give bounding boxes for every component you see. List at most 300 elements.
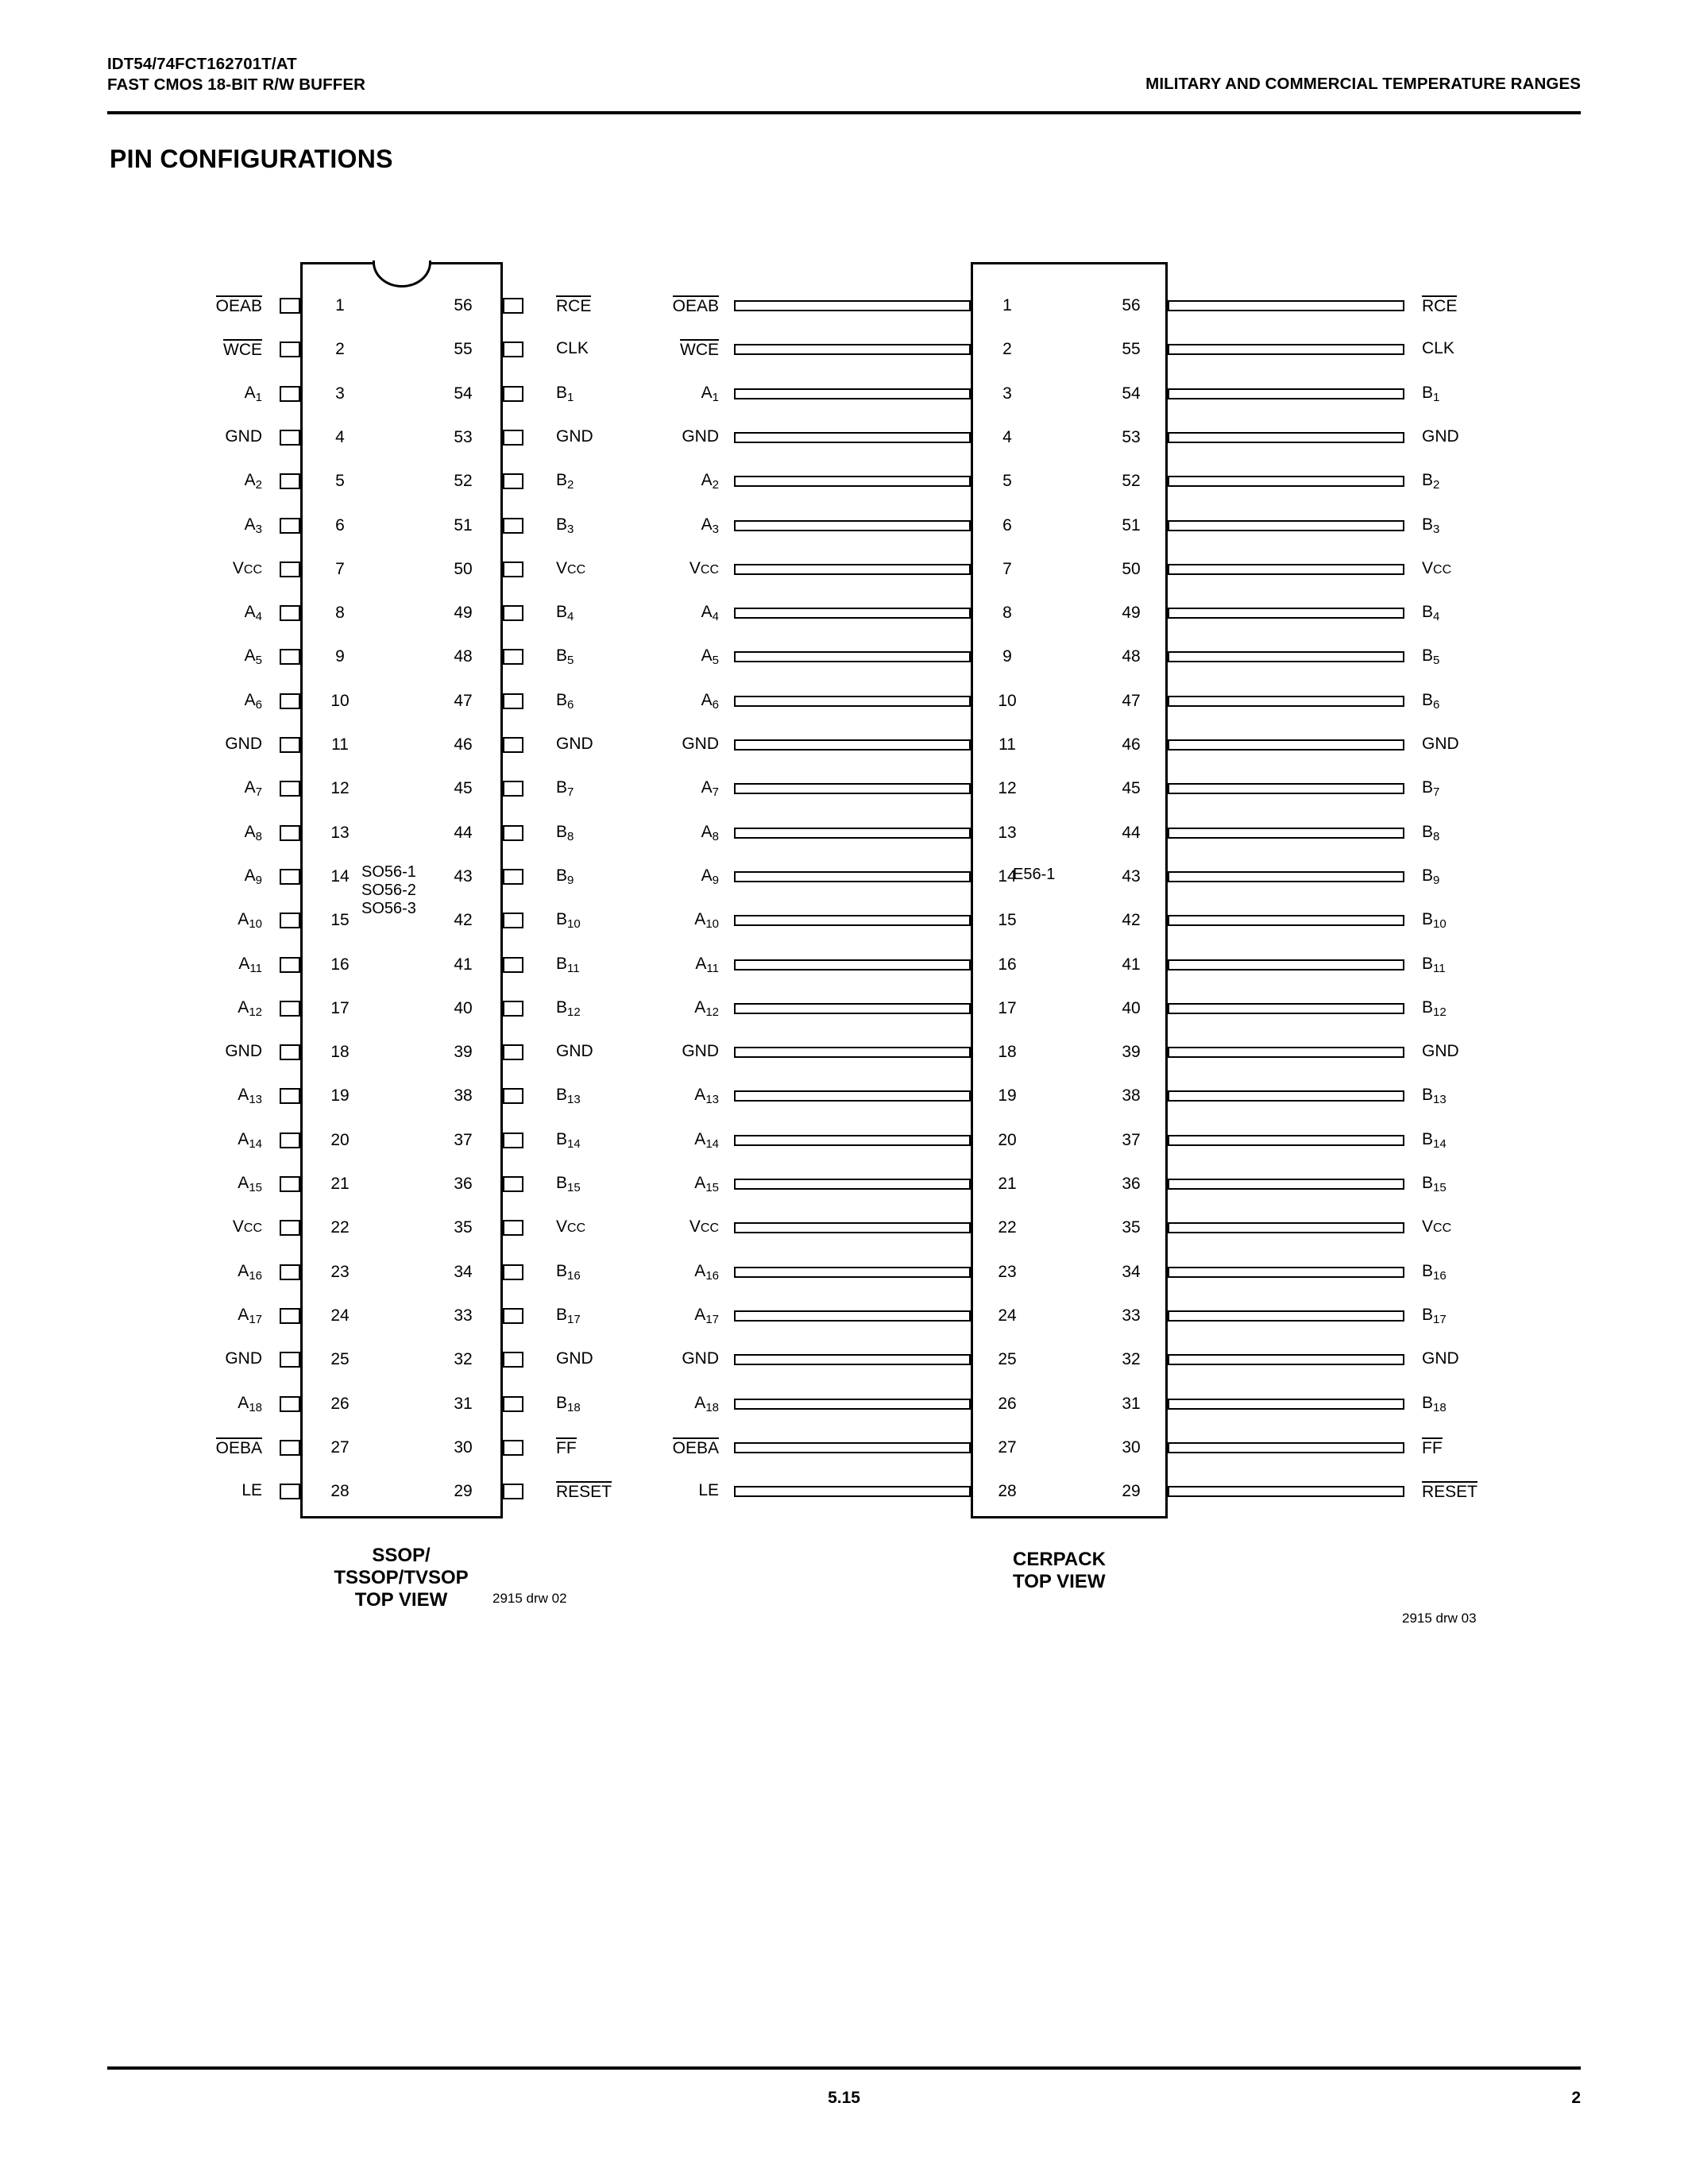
pin-number-right: 55 <box>1122 340 1141 359</box>
pin-number-left: 15 <box>330 911 350 930</box>
pin-number-left: 19 <box>998 1086 1017 1106</box>
pin-number-left: 5 <box>335 472 345 491</box>
pin-label-left: $A_{13}$ <box>694 1086 719 1107</box>
pin-number-left: 2 <box>1002 340 1012 359</box>
pin-number-right: 51 <box>454 515 473 534</box>
pin-label-right: CLK <box>1422 339 1454 358</box>
pin-number-right: 46 <box>1122 735 1141 754</box>
pin-label-left: WCE <box>680 341 719 360</box>
pin-label-left: GND <box>225 426 262 446</box>
pin-lead <box>734 1090 971 1102</box>
pin-label-right: GND <box>1422 735 1459 753</box>
header-divider <box>107 111 1581 114</box>
pin-number-right: 35 <box>454 1218 473 1237</box>
pin-number-left: 20 <box>330 1130 350 1149</box>
pin-label-right: $B_{11}$ <box>1422 954 1446 975</box>
pin-number-right: 40 <box>454 998 473 1017</box>
pin-lead <box>1168 783 1404 794</box>
part-number: IDT54/74FCT162701T/AT <box>107 55 297 73</box>
pin-number-right: 31 <box>454 1394 473 1413</box>
pin-lead <box>1168 1354 1404 1365</box>
pin-lead <box>1168 1310 1404 1322</box>
pin-lead <box>734 1486 971 1497</box>
pin-label-right: GND <box>556 1042 593 1061</box>
pin-label-left: GND <box>682 735 719 753</box>
pin-lead <box>280 781 300 797</box>
pin-number-right: 32 <box>454 1350 473 1369</box>
pin-number-left: 11 <box>999 735 1016 754</box>
pin-lead <box>734 783 971 794</box>
pin-label-right: $B_7$ <box>1422 778 1440 800</box>
pin-lead <box>1168 959 1404 970</box>
pin-label-right: GND <box>556 1349 593 1368</box>
pin-number-right: 45 <box>1122 779 1141 798</box>
pin-label-left: $A_{18}$ <box>238 1393 262 1414</box>
pin-lead <box>734 476 971 487</box>
pin-label-left: $A_4$ <box>701 603 719 624</box>
pin-label-right: $B_3$ <box>556 515 574 536</box>
pin-number-left: 25 <box>330 1350 350 1369</box>
pin-lead <box>1168 520 1404 531</box>
pin-lead <box>280 1396 300 1412</box>
pin-label-left: GND <box>682 426 719 446</box>
pin-label-left: $A_{10}$ <box>238 910 262 932</box>
pin-lead <box>280 561 300 577</box>
pin-number-right: 38 <box>1122 1086 1141 1106</box>
pin-lead <box>503 1088 523 1104</box>
package-outline <box>971 262 1168 1518</box>
pin-label-right: $B_{18}$ <box>1422 1393 1447 1414</box>
pin-lead <box>280 869 300 885</box>
pin-number-left: 6 <box>335 515 345 534</box>
pin-number-left: 17 <box>998 998 1017 1017</box>
pin-lead <box>1168 1442 1404 1453</box>
pin-number-left: 3 <box>335 384 345 403</box>
pin-lead <box>734 520 971 531</box>
pin-label-right: FF <box>556 1438 577 1457</box>
pin-label-left: VCC <box>689 558 719 577</box>
pin-label-left: GND <box>682 1042 719 1061</box>
pin-lead <box>734 915 971 926</box>
pin-lead <box>503 298 523 314</box>
pin-label-right: $B_1$ <box>556 383 574 404</box>
pin-label-right: $B_{10}$ <box>1422 910 1447 932</box>
pin-label-right: GND <box>1422 426 1459 446</box>
pin-number-left: 18 <box>330 1043 350 1062</box>
pin-label-left: VCC <box>232 1217 262 1237</box>
pin-label-right: $B_2$ <box>556 471 574 492</box>
package-code: E56-1 <box>1013 866 1056 883</box>
pin-number-right: 37 <box>454 1130 473 1149</box>
pin-number-left: 16 <box>998 955 1017 974</box>
pin-lead <box>734 1047 971 1058</box>
pin-lead <box>1168 871 1404 882</box>
pin-label-right: $B_2$ <box>1422 471 1440 492</box>
pin-lead <box>503 386 523 402</box>
pin-lead <box>734 1310 971 1322</box>
pin-label-right: VCC <box>556 558 586 577</box>
pin-label-right: FF <box>1422 1438 1443 1457</box>
pin-number-left: 13 <box>330 823 350 842</box>
pin-label-left: $A_{14}$ <box>694 1129 719 1151</box>
pin-number-right: 54 <box>1122 384 1141 403</box>
pin-number-left: 28 <box>330 1482 350 1501</box>
footer-divider <box>107 2066 1581 2070</box>
pin-lead <box>1168 651 1404 662</box>
pin-lead <box>280 1220 300 1236</box>
pin-number-left: 6 <box>1002 515 1012 534</box>
pin-lead <box>734 1179 971 1190</box>
pin-number-right: 43 <box>1122 866 1141 886</box>
drawing-reference: 2915 drw 03 <box>1402 1611 1477 1626</box>
pin-lead <box>503 1308 523 1324</box>
pin-label-left: OEBA <box>215 1438 262 1457</box>
pin-label-right: $B_8$ <box>1422 822 1440 843</box>
pin-number-right: 52 <box>454 472 473 491</box>
pin-lead <box>1168 476 1404 487</box>
pin-label-right: $B_{17}$ <box>556 1305 581 1326</box>
pin-label-left: $A_{17}$ <box>694 1305 719 1326</box>
pin-lead <box>734 1222 971 1233</box>
pin-label-right: $B_{17}$ <box>1422 1305 1447 1326</box>
pin-number-left: 22 <box>330 1218 350 1237</box>
pin-lead <box>734 300 971 311</box>
pin-lead <box>734 432 971 443</box>
pin-number-right: 56 <box>1122 296 1141 314</box>
pin-lead <box>280 1352 300 1368</box>
pin-lead <box>280 1088 300 1104</box>
pin-lead <box>503 430 523 446</box>
pin-label-left: WCE <box>223 341 262 360</box>
pin-number-left: 1 <box>1002 296 1012 314</box>
pin-number-right: 53 <box>454 427 473 446</box>
page-header <box>107 54 1581 95</box>
pin-number-left: 12 <box>998 779 1017 798</box>
pin-label-right: RCE <box>556 297 592 315</box>
pin-label-right: $B_{14}$ <box>556 1129 581 1151</box>
pin-number-right: 38 <box>454 1086 473 1106</box>
pin-label-left: $A_5$ <box>244 646 262 668</box>
pin-lead <box>1168 1090 1404 1102</box>
pin-label-left: GND <box>225 735 262 753</box>
pin-label-left: GND <box>225 1042 262 1061</box>
pin-label-right: $B_8$ <box>556 822 574 843</box>
pin-label-right: $B_{11}$ <box>556 954 580 975</box>
pin-number-right: 45 <box>454 779 473 798</box>
pin-label-left: $A_{12}$ <box>694 997 719 1019</box>
pin-lead <box>734 1442 971 1453</box>
pin-label-left: $A_8$ <box>244 822 262 843</box>
pin-label-left: $A_{11}$ <box>695 954 719 975</box>
pin-number-right: 50 <box>454 559 473 578</box>
pin-number-right: 29 <box>1122 1482 1141 1501</box>
pin-lead <box>280 693 300 709</box>
pin-number-left: 4 <box>335 427 345 446</box>
pin-number-left: 13 <box>998 823 1017 842</box>
pin-lead <box>503 1484 523 1499</box>
pin-number-right: 39 <box>1122 1043 1141 1062</box>
pin-label-left: LE <box>698 1481 719 1500</box>
pin-lead <box>734 1135 971 1146</box>
pin-lead <box>734 739 971 751</box>
pin-lead <box>503 825 523 841</box>
page-title: PIN CONFIGURATIONS <box>110 145 393 173</box>
pin-number-right: 34 <box>454 1262 473 1281</box>
pin-lead <box>1168 300 1404 311</box>
pin-number-left: 24 <box>998 1306 1017 1325</box>
pin-number-left: 5 <box>1002 472 1012 491</box>
pin-lead <box>1168 432 1404 443</box>
pin-label-right: GND <box>556 426 593 446</box>
pin-label-right: $B_{10}$ <box>556 910 581 932</box>
pin-lead <box>734 651 971 662</box>
pin-lead <box>280 737 300 753</box>
pin-number-right: 54 <box>454 384 473 403</box>
pin-label-left: VCC <box>232 558 262 577</box>
pin-number-left: 28 <box>998 1482 1017 1501</box>
pin-lead <box>503 341 523 357</box>
pin-number-right: 35 <box>1122 1218 1141 1237</box>
header-left-block <box>107 54 365 95</box>
pin-label-right: $B_5$ <box>1422 646 1440 668</box>
package-code: SO56-1 SO56-2 SO56-3 <box>361 863 416 917</box>
pin-label-left: $A_9$ <box>244 866 262 887</box>
pin-label-right: $B_7$ <box>556 778 574 800</box>
pin-number-left: 14 <box>998 866 1017 886</box>
pin-lead <box>503 957 523 973</box>
pin-label-left: GND <box>682 1349 719 1368</box>
pin-lead <box>503 1396 523 1412</box>
pin-label-right: VCC <box>556 1217 586 1237</box>
pin-label-left: $A_3$ <box>701 515 719 536</box>
pin-label-right: GND <box>1422 1042 1459 1061</box>
pin-number-right: 34 <box>1122 1262 1141 1281</box>
pin-label-right: $B_1$ <box>1422 383 1440 404</box>
pin-number-right: 43 <box>454 866 473 886</box>
pin-lead <box>280 386 300 402</box>
pin-number-left: 3 <box>1002 384 1012 403</box>
pin-number-left: 14 <box>330 866 350 886</box>
pin-label-right: VCC <box>1422 1217 1452 1237</box>
pin-lead <box>503 649 523 665</box>
pin-label-left: $A_{10}$ <box>694 910 719 932</box>
pin-lead <box>1168 739 1404 751</box>
pin-lead <box>1168 1179 1404 1190</box>
pin-label-right: RCE <box>1422 297 1458 315</box>
pin-number-right: 44 <box>454 823 473 842</box>
pin-lead <box>734 564 971 575</box>
pin-number-right: 53 <box>1122 427 1141 446</box>
pin-lead <box>280 473 300 489</box>
pin-lead <box>503 1133 523 1148</box>
pin-number-left: 25 <box>998 1350 1017 1369</box>
pin-lead <box>503 869 523 885</box>
pin-lead <box>503 1264 523 1280</box>
pin-number-right: 36 <box>454 1175 473 1193</box>
pin-number-left: 23 <box>998 1262 1017 1281</box>
pin-label-right: $B_{13}$ <box>556 1086 581 1107</box>
pin-lead <box>280 1176 300 1192</box>
pin-number-right: 48 <box>1122 647 1141 666</box>
pin-lead <box>503 1352 523 1368</box>
pin-label-left: $A_8$ <box>701 822 719 843</box>
pin-label-right: $B_{12}$ <box>1422 997 1447 1019</box>
pin-lead <box>503 518 523 534</box>
pin-lead <box>1168 1399 1404 1410</box>
pin-label-left: $A_3$ <box>244 515 262 536</box>
pin-number-right: 51 <box>1122 515 1141 534</box>
package-caption: SSOP/ TSSOP/TVSOP TOP VIEW <box>334 1545 469 1611</box>
pin-lead <box>734 388 971 399</box>
pin-lead <box>280 605 300 621</box>
part-description: FAST CMOS 18-BIT R/W BUFFER <box>107 75 366 94</box>
footer-page-number: 2 <box>1571 2089 1581 2107</box>
pin-lead <box>503 693 523 709</box>
pin-lead <box>503 737 523 753</box>
pin-label-right: $B_{13}$ <box>1422 1086 1447 1107</box>
pin-number-left: 21 <box>330 1175 350 1193</box>
pin-label-right: $B_9$ <box>556 866 574 887</box>
pin-number-left: 2 <box>335 340 345 359</box>
pin-label-left: $A_{18}$ <box>694 1393 719 1414</box>
pin-lead <box>280 649 300 665</box>
pin-label-left: OEAB <box>672 297 719 315</box>
pin-number-left: 22 <box>998 1218 1017 1237</box>
pin-label-right: RESET <box>1422 1483 1478 1502</box>
pin-number-left: 7 <box>335 559 345 578</box>
pin-lead <box>1168 1135 1404 1146</box>
pin-number-right: 36 <box>1122 1175 1141 1193</box>
pin-number-left: 20 <box>998 1130 1017 1149</box>
pin-number-left: 10 <box>998 691 1017 710</box>
pin-number-right: 33 <box>454 1306 473 1325</box>
pin-lead <box>503 605 523 621</box>
pin-label-left: $A_{11}$ <box>238 954 262 975</box>
pin-lead <box>1168 1267 1404 1278</box>
pin-label-right: $B_{12}$ <box>556 997 581 1019</box>
pin-label-right: $B_4$ <box>1422 603 1440 624</box>
pin-lead <box>503 781 523 797</box>
pin-label-right: $B_6$ <box>1422 690 1440 712</box>
pin-lead <box>503 1044 523 1060</box>
pin-label-right: $B_{16}$ <box>1422 1261 1447 1283</box>
pin-number-right: 32 <box>1122 1350 1141 1369</box>
pin-lead <box>503 473 523 489</box>
pin-lead <box>503 913 523 928</box>
pin-label-right: RESET <box>556 1483 612 1502</box>
pin-number-left: 21 <box>998 1175 1017 1193</box>
pin-label-left: $A_9$ <box>701 866 719 887</box>
pin-label-left: LE <box>241 1481 262 1500</box>
pin-lead <box>280 825 300 841</box>
pin-lead <box>280 957 300 973</box>
pin-lead <box>734 871 971 882</box>
pin-label-right: $B_6$ <box>556 690 574 712</box>
pin-lead <box>1168 388 1404 399</box>
pin-lead <box>1168 564 1404 575</box>
pin-number-right: 50 <box>1122 559 1141 578</box>
pin-number-right: 31 <box>1122 1394 1141 1413</box>
pin-number-left: 23 <box>330 1262 350 1281</box>
pin-number-right: 47 <box>454 691 473 710</box>
pin-number-right: 56 <box>454 296 473 314</box>
pin-number-right: 42 <box>1122 911 1141 930</box>
footer-section-number: 5.15 <box>828 2089 860 2107</box>
pin-label-left: $A_1$ <box>244 383 262 404</box>
pin-number-left: 9 <box>335 647 345 666</box>
pin-lead <box>503 1440 523 1456</box>
pin-number-right: 48 <box>454 647 473 666</box>
pin-label-left: $A_1$ <box>701 383 719 404</box>
pin-number-left: 10 <box>330 691 350 710</box>
pin-number-left: 24 <box>330 1306 350 1325</box>
pin-lead <box>503 1001 523 1017</box>
pin-lead <box>1168 696 1404 707</box>
pin-lead <box>280 1264 300 1280</box>
pin-label-left: OEAB <box>215 297 262 315</box>
pin-number-left: 8 <box>1002 604 1012 623</box>
pin-lead <box>280 1044 300 1060</box>
pin-number-left: 26 <box>330 1394 350 1413</box>
pin-label-right: $B_{16}$ <box>556 1261 581 1283</box>
pin-label-left: VCC <box>689 1217 719 1237</box>
pin-lead <box>1168 828 1404 839</box>
pin-number-left: 26 <box>998 1394 1017 1413</box>
pin-lead <box>734 959 971 970</box>
pin-label-right: $B_{15}$ <box>1422 1174 1447 1194</box>
pin-number-right: 55 <box>454 340 473 359</box>
pin-lead <box>280 1440 300 1456</box>
pin-number-right: 44 <box>1122 823 1141 842</box>
pin-lead <box>503 1220 523 1236</box>
pin-lead <box>503 1176 523 1192</box>
pin-label-left: $A_7$ <box>244 778 262 800</box>
pin-lead <box>280 518 300 534</box>
pin-label-right: $B_4$ <box>556 603 574 624</box>
pin-number-right: 29 <box>454 1482 473 1501</box>
pin-label-left: $A_{16}$ <box>694 1261 719 1283</box>
pin-lead <box>734 1267 971 1278</box>
pin-label-left: $A_{17}$ <box>238 1305 262 1326</box>
pin-number-left: 1 <box>335 296 345 314</box>
pin-lead <box>280 1308 300 1324</box>
pin-lead <box>734 344 971 355</box>
pin-number-left: 9 <box>1002 647 1012 666</box>
pin-label-right: VCC <box>1422 558 1452 577</box>
pin-label-left: $A_{16}$ <box>238 1261 262 1283</box>
pin-label-left: OEBA <box>672 1438 719 1457</box>
pin-label-left: $A_{15}$ <box>694 1174 719 1194</box>
pin-label-right: GND <box>556 735 593 753</box>
pin-lead <box>280 341 300 357</box>
pin-lead <box>1168 608 1404 619</box>
pin-label-left: $A_2$ <box>701 471 719 492</box>
pin-label-left: GND <box>225 1349 262 1368</box>
pin-number-left: 7 <box>1002 559 1012 578</box>
pin-label-left: $A_{13}$ <box>238 1086 262 1107</box>
pin-lead <box>1168 1047 1404 1058</box>
pin-number-right: 39 <box>454 1043 473 1062</box>
pin-lead <box>734 696 971 707</box>
pin-lead <box>280 1001 300 1017</box>
pin-label-right: $B_3$ <box>1422 515 1440 536</box>
pin-number-left: 19 <box>330 1086 350 1106</box>
pin-lead <box>1168 1486 1404 1497</box>
pin-label-right: $B_{15}$ <box>556 1174 581 1194</box>
pin-number-right: 41 <box>1122 955 1141 974</box>
pin-lead <box>734 1003 971 1014</box>
pin-number-right: 30 <box>454 1437 473 1457</box>
